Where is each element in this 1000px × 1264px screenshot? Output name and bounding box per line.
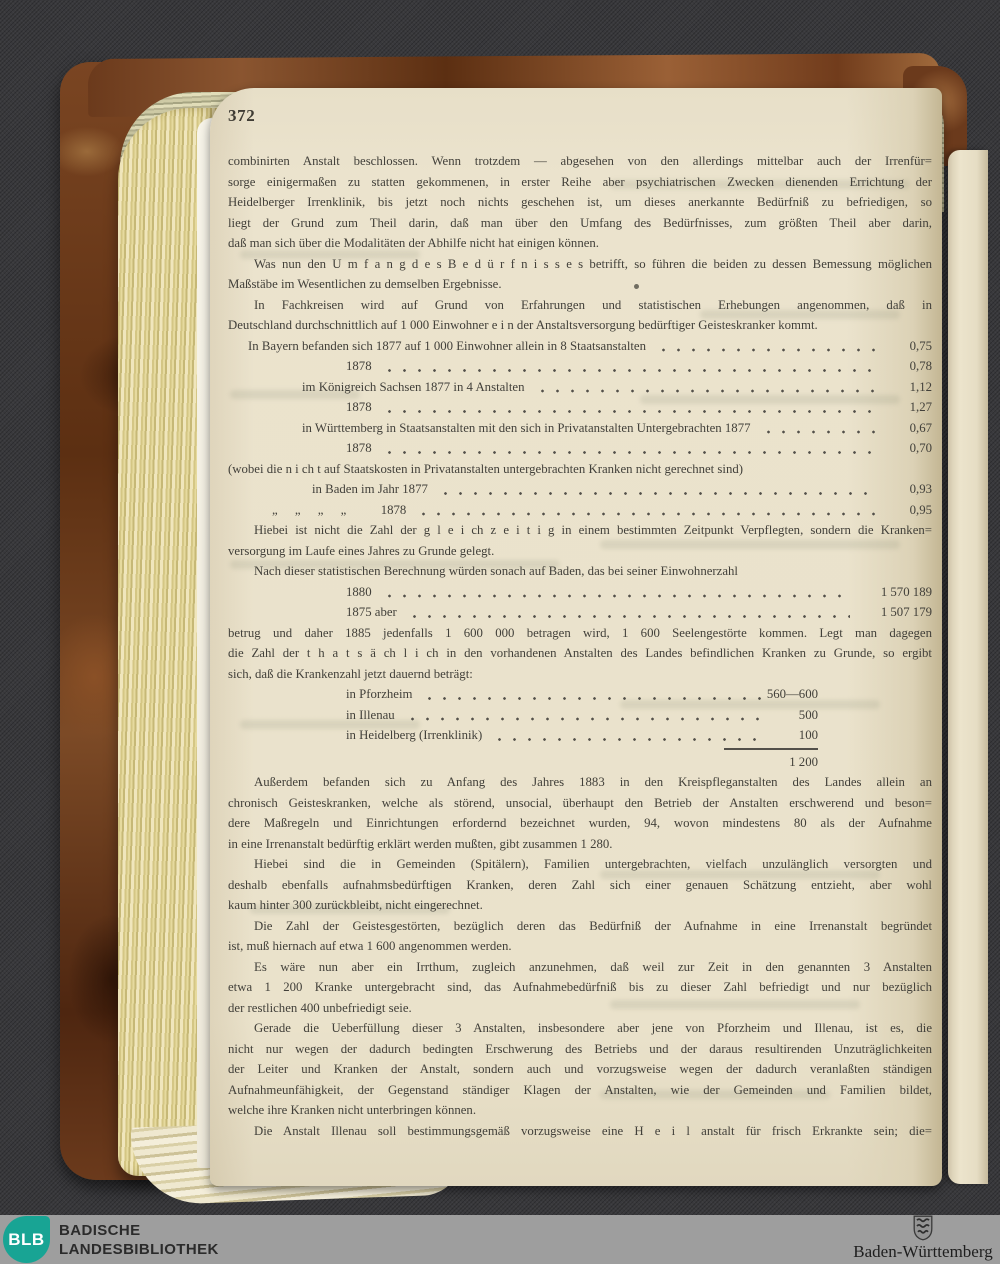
leader-value: 560—600 [766,687,818,701]
leader-dots [382,397,878,418]
leader-label: in Württemberg in Staatsanstalten mit den sich in Privatanstalten Untergebrachten 1877 [302,420,751,435]
text-line: der Leiter und Kranken der Anstalt, sondern auch und vorzugsweise wegen der dadurch veranlaßten ständigen [228,1062,932,1076]
text-line: Deutschland durchschnittlich auf 1 000 Einwohner e i n der Anstaltsversorgung bedürftiger Geisteskranker kommt. [228,318,818,332]
text-line: Maßstäbe im Wesentlichen zu demselben Ergebnisse. [228,277,502,291]
text-line: dere Maßregeln und Einrichtungen erfordernd bezeichnet wurden, 94, wovon mindestens 80 als der Aufnahme [228,816,932,830]
text-line: Heidelberger Irrenklinik, bis jetzt noch nichts geschehen ist, um dieses anerkannte Bedürfniß zu befriedigen, so [228,195,932,209]
leader-row [228,684,932,705]
leader-label: 1878 [346,359,372,373]
text-line: Es wäre nun aber ein Irrthum, zugleich anzunehmen, daß weil zur Zeit in den genannten 3 Anstalten [254,959,932,974]
bw-coat-of-arms-icon [913,1215,933,1241]
leader-row [228,602,932,623]
footer-bar [0,1215,1000,1264]
leader-label: 1880 [346,584,372,599]
text-line: etwa 1 200 Kranke untergebracht sind, das Aufnahmebedürfniß bis zu dieser Zahl befriedigt und nur bezüglich [228,980,932,994]
leader-dots [535,377,879,398]
leader-dots [438,479,878,500]
leader-row [228,479,932,500]
text-line: Außerdem befanden sich zu Anfang des Jahres 1883 in den Kreispfleganstalten des Landes allein an [254,775,932,789]
page-content [228,98,932,1141]
text-line: Hiebei ist nicht die Zahl der g l e i ch z e i t i g in einem bestimmten Zeitpunkt Verpflegten, sondern die Kranken= [254,523,932,537]
leader-row [228,438,932,459]
leader-dots [382,438,878,459]
leader-row [228,500,932,521]
leader-row [228,356,932,377]
blb-logo-label: BLB [8,1229,45,1249]
text-line: sich, daß die Krankenzahl jetzt dauernd beträgt: [228,666,473,681]
facing-page-edge [948,150,988,1184]
leader-value: 1 200 [789,754,818,769]
leader-value: 0,93 [909,482,932,496]
leader-value: 0,78 [909,359,932,373]
leader-dots [422,684,760,705]
text-line: daß man sich über die Modalitäten der Abhilfe nicht hat einigen können. [228,236,600,250]
text-line: Hiebei sind die in Gemeinden (Spitälern), Familien untergebrachten, vielfach unzulänglich versorgten und [254,857,932,871]
sum-row [228,752,932,773]
text-line: Die Zahl der Geistesgestörten, bezüglich deren das Bedürfniß der Aufnahme in eine Irrenanstalt begründet [254,918,932,933]
leader-label: „ „ „ „ 1878 [272,502,407,517]
leader-row [228,397,932,418]
leader-value: 0,95 [909,502,932,517]
state-brand [848,1215,998,1262]
page-number: 372 [228,106,256,125]
leader-label: im Königreich Sachsen 1877 in 4 Anstalten [302,379,525,394]
leader-label: in Heidelberg (Irrenklinik) [346,728,483,742]
leader-dots [416,500,878,521]
text-line: welche ihre Kranken nicht unterbringen können. [228,1103,477,1117]
text-line: chronisch Geisteskranken, welche als störend, unsocial, überhaupt den Betrieb der Anstalten erschwerend und beson= [228,795,932,810]
library-name-line1: BADISCHE [59,1222,141,1239]
leader-value: 500 [798,707,818,722]
leader-label: 1878 [346,441,372,455]
text-line: in eine Irrenanstalt bedürftig erklärt werden mußten, gibt zusammen 1 280. [228,836,613,851]
leader-value: 1,27 [909,400,932,414]
text-line: betrug und daher 1885 jedenfalls 1 600 000 betragen wird, 1 600 Seelengestörte kommen. Legt man dagegen [228,625,932,640]
text-line: deshalb ebenfalls aufnahmsbedürftigen Kranken, deren Zahl sich einer genauen Schätzung entzieht, aber wohl [228,877,932,892]
leader-row [228,336,932,357]
text-line: Aufnahmeunfähigkeit, der Gegenstand ständiger Klagen der Anstalten, wie der Gemeinden und Familien bildet, [228,1082,932,1097]
leader-label: in Illenau [346,707,395,722]
leader-value: 0,70 [909,441,932,455]
text-line: Was nun den U m f a n g d e s B e d ü r f n i s s e s betrifft, so führen die beiden zu dessen Bemessung möglichen [254,256,932,271]
sum-rule [724,748,818,750]
text-line: Gerade die Ueberfüllung dieser 3 Anstalten, insbesondere aber jene von Pforzheim und Illenau, ist es, die [254,1021,932,1035]
leader-value: 100 [798,728,818,742]
leader-value: 1,12 [909,379,932,394]
text-line: Nach dieser statistischen Berechnung würden sonach auf Baden, das bei seiner Einwohnerzahl [254,564,738,578]
leader-dots [382,582,850,603]
leader-label: in Baden im Jahr 1877 [312,482,428,496]
leader-value: 1 570 189 [880,584,932,599]
leader-dots [492,725,764,746]
leader-value: 0,67 [909,420,932,435]
text-line: nicht nur wegen der dadurch bedingten Erschwerung des Betriebs und der daraus resultirenden Unzuträglichkeiten [228,1041,932,1056]
leader-label: 1875 aber [346,605,397,619]
text-line: combinirten Anstalt beschlossen. Wenn trotzdem — abgesehen von den allerdings mittelbar auch der Irrenfür= [228,154,932,168]
leader-label: in Pforzheim [346,687,413,701]
library-name [59,1221,219,1259]
leader-dots [656,336,878,357]
leader-row [228,705,932,726]
text-line: ist, muß hiernach auf etwa 1 600 angenommen werden. [228,939,512,953]
blb-logo [3,1216,50,1263]
leader-row [228,377,932,398]
state-name: Baden-Württemberg [853,1242,993,1261]
leader-row [228,418,932,439]
text-line: sorge einigermaßen zu statten gekommenen, in erster Reihe aber psychiatrischen Zwecken dienenden Errichtung der [228,174,932,189]
leader-dots [405,705,764,726]
text-line: Die Anstalt Illenau soll bestimmungsgemäß vorzugsweise eine H e i l anstalt für frisch Erkrankte sein; die= [254,1123,932,1138]
book-page [210,88,942,1186]
leader-dots [382,356,878,377]
text-line: der restlichen 400 unbefriedigt seie. [228,1000,412,1015]
leader-value: 1 507 179 [880,605,932,619]
leader-row [228,725,932,746]
leader-label: In Bayern befanden sich 1877 auf 1 000 Einwohner allein in 8 Staatsanstalten [248,338,647,353]
leader-dots [407,602,850,623]
leader-value: 0,75 [909,338,932,353]
leader-row [228,582,932,603]
text-line: (wobei die n i ch t auf Staatskosten in Privatanstalten untergebrachten Kranken nicht gerechnet sind) [228,461,744,476]
leader-label: 1878 [346,400,372,414]
library-name-line2: LANDESBIBLIOTHEK [59,1241,219,1258]
text-line: kaum hinter 300 zurückbleibt, nicht eingerechnet. [228,898,483,912]
text-line: versorgung im Laufe eines Jahres zu Grunde gelegt. [228,543,495,558]
text-line: die Zahl der t h a t s ä ch l i ch in den vorhandenen Anstalten des Landes befindlichen Kranken zu Grunde, so ergibt [228,646,932,660]
text-line: liegt der Grund zum Theil darin, daß man über den Umfang des Bedürfnisses, zum größten Theil aber darin, [228,215,932,230]
leader-dots [761,418,879,439]
page-text [228,151,932,1141]
text-line: In Fachkreisen wird auf Grund von Erfahrungen und statistischen Erhebungen angenommen, daß in [254,297,932,312]
